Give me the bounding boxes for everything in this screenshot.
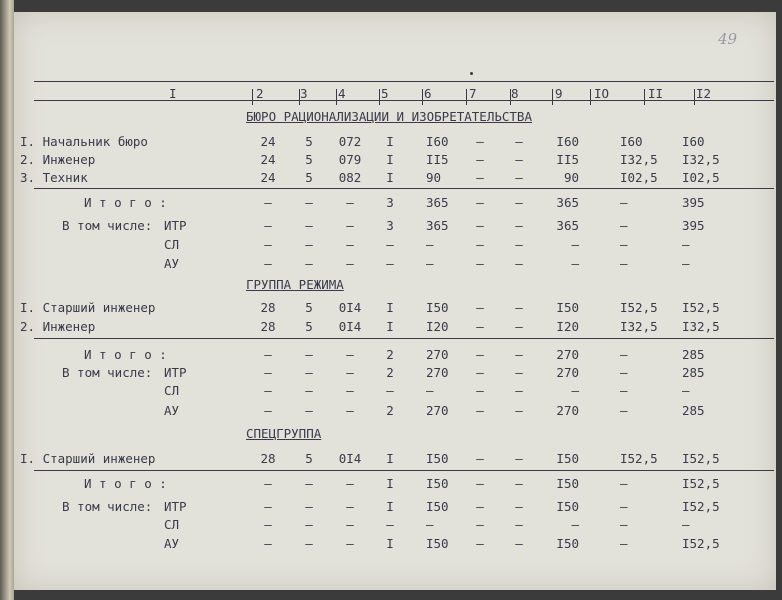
cell-c9: 270 <box>556 365 579 380</box>
cell-c7: – <box>476 256 484 271</box>
cell-c11: 395 <box>682 195 705 210</box>
subtotal-prefix: В том числе: <box>62 218 153 233</box>
column-header: 3 <box>300 86 308 101</box>
cell-c3: 5 <box>305 134 313 149</box>
cell-c7: – <box>476 347 484 362</box>
cell-c3: 5 <box>305 451 313 466</box>
cell-c4: 0I4 <box>338 319 362 334</box>
cell-c11: – <box>682 256 690 271</box>
cell-c4: – <box>346 536 354 551</box>
cell-c11: I52,5 <box>682 451 720 466</box>
row-name: I. Старший инженер <box>20 300 156 315</box>
cell-c9: I50 <box>556 476 579 491</box>
cell-c4: – <box>346 499 354 514</box>
subtotal-prefix: В том числе: <box>62 499 153 514</box>
cell-c6: I50 <box>426 476 449 491</box>
cell-c10: – <box>620 256 628 271</box>
cell-c2: – <box>264 256 272 271</box>
cell-c7: – <box>476 517 484 532</box>
cell-c8: – <box>515 300 523 315</box>
cell-c3: – <box>305 499 313 514</box>
total-label: ИТР <box>164 499 187 514</box>
cell-c10: I52,5 <box>620 451 658 466</box>
cell-c11: 285 <box>682 347 705 362</box>
cell-c7: – <box>476 170 484 185</box>
cell-c5: I <box>386 134 394 149</box>
total-label: СЛ <box>164 237 180 252</box>
column-header: I <box>169 86 177 101</box>
cell-c5: 3 <box>386 195 394 210</box>
cell-c10: I32,5 <box>620 152 658 167</box>
cell-c6: I50 <box>426 499 449 514</box>
cell-c7: – <box>476 403 484 418</box>
cell-c4: – <box>346 347 354 362</box>
cell-c2: – <box>264 403 272 418</box>
row-name: 2. Инженер <box>20 319 96 334</box>
cell-c3: 5 <box>305 170 313 185</box>
cell-c3: 5 <box>305 319 313 334</box>
cell-c6: I60 <box>426 134 449 149</box>
column-divider <box>590 89 591 105</box>
column-header: II <box>648 86 664 101</box>
cell-c5: I <box>386 476 394 491</box>
column-divider <box>644 89 645 105</box>
cell-c10: – <box>620 403 628 418</box>
section-rule <box>34 188 774 189</box>
cell-c2: – <box>264 365 272 380</box>
column-header: I2 <box>696 86 712 101</box>
section-title: СПЕЦГРУППА <box>246 426 322 441</box>
cell-c11: I52,5 <box>682 499 720 514</box>
cell-c8: – <box>515 517 523 532</box>
cell-c9: I50 <box>556 499 579 514</box>
cell-c5: I <box>386 319 394 334</box>
cell-c2: 24 <box>260 134 276 149</box>
total-label: ИТР <box>164 365 187 380</box>
cell-c6: II5 <box>426 152 449 167</box>
cell-c2: 24 <box>260 152 276 167</box>
cell-c7: – <box>476 152 484 167</box>
cell-c8: – <box>515 256 523 271</box>
page-number: 49 <box>718 30 738 48</box>
cell-c4: 0I4 <box>338 451 362 466</box>
cell-c4: – <box>346 237 354 252</box>
cell-c3: 5 <box>305 152 313 167</box>
cell-c8: – <box>515 536 523 551</box>
cell-c9: I60 <box>556 134 579 149</box>
cell-c8: – <box>515 347 523 362</box>
cell-c7: – <box>476 300 484 315</box>
cell-c9: – <box>571 237 579 252</box>
cell-c9: 270 <box>556 403 579 418</box>
cell-c11: – <box>682 237 690 252</box>
cell-c9: I20 <box>556 319 579 334</box>
binder-edge <box>0 0 14 600</box>
cell-c6: 270 <box>426 403 449 418</box>
row-name: I. Старший инженер <box>20 451 156 466</box>
cell-c5: 3 <box>386 218 394 233</box>
cell-c8: – <box>515 195 523 210</box>
cell-c9: – <box>571 256 579 271</box>
cell-c4: – <box>346 517 354 532</box>
total-label: АУ <box>164 536 180 551</box>
cell-c7: – <box>476 319 484 334</box>
cell-c11: – <box>682 383 690 398</box>
cell-c6: 365 <box>426 218 449 233</box>
cell-c3: – <box>305 365 313 380</box>
cell-c8: – <box>515 218 523 233</box>
cell-c2: – <box>264 218 272 233</box>
cell-c2: 28 <box>260 451 276 466</box>
cell-c7: – <box>476 237 484 252</box>
document-page <box>14 12 776 590</box>
cell-c3: – <box>305 517 313 532</box>
cell-c8: – <box>515 134 523 149</box>
cell-c5: – <box>386 237 394 252</box>
cell-c11: 395 <box>682 218 705 233</box>
cell-c9: I50 <box>556 536 579 551</box>
cell-c8: – <box>515 476 523 491</box>
ink-dot <box>470 72 473 75</box>
column-header: 4 <box>338 86 346 101</box>
cell-c2: 24 <box>260 170 276 185</box>
cell-c11: I52,5 <box>682 476 720 491</box>
cell-c6: 90 <box>426 170 442 185</box>
column-divider <box>694 89 695 105</box>
cell-c5: – <box>386 517 394 532</box>
total-label: АУ <box>164 256 180 271</box>
cell-c11: I52,5 <box>682 300 720 315</box>
section-title: БЮРО РАЦИОНАЛИЗАЦИИ И ИЗОБРЕТАТЕЛЬСТВА <box>246 109 532 124</box>
column-header: 8 <box>511 86 519 101</box>
cell-c10: – <box>620 365 628 380</box>
total-label: АУ <box>164 403 180 418</box>
cell-c8: – <box>515 383 523 398</box>
row-name: 3. Техник <box>20 170 88 185</box>
cell-c6: 270 <box>426 365 449 380</box>
row-name: I. Начальник бюро <box>20 134 148 149</box>
column-header: 7 <box>469 86 477 101</box>
cell-c3: – <box>305 476 313 491</box>
cell-c4: 072 <box>338 134 362 149</box>
cell-c2: 28 <box>260 300 276 315</box>
cell-c9: – <box>571 517 579 532</box>
cell-c6: 365 <box>426 195 449 210</box>
cell-c4: – <box>346 256 354 271</box>
cell-c2: – <box>264 517 272 532</box>
column-header: IO <box>594 86 610 101</box>
cell-c6: I50 <box>426 451 449 466</box>
cell-c11: I32,5 <box>682 319 720 334</box>
column-divider <box>422 89 423 105</box>
cell-c10: – <box>620 499 628 514</box>
column-divider <box>466 89 467 105</box>
cell-c8: – <box>515 451 523 466</box>
cell-c5: – <box>386 383 394 398</box>
column-header: 5 <box>381 86 389 101</box>
cell-c5: I <box>386 451 394 466</box>
cell-c7: – <box>476 218 484 233</box>
cell-c5: I <box>386 499 394 514</box>
cell-c10: – <box>620 536 628 551</box>
cell-c10: – <box>620 195 628 210</box>
cell-c4: – <box>346 218 354 233</box>
cell-c10: – <box>620 383 628 398</box>
cell-c8: – <box>515 499 523 514</box>
cell-c3: 5 <box>305 300 313 315</box>
cell-c5: I <box>386 300 394 315</box>
total-label: СЛ <box>164 383 180 398</box>
cell-c7: – <box>476 134 484 149</box>
cell-c9: II5 <box>556 152 579 167</box>
cell-c11: – <box>682 517 690 532</box>
cell-c6: – <box>426 237 434 252</box>
cell-c3: – <box>305 218 313 233</box>
section-title: ГРУППА РЕЖИМА <box>246 277 344 292</box>
column-divider <box>336 89 337 105</box>
column-divider <box>379 89 380 105</box>
cell-c6: – <box>426 256 434 271</box>
cell-c10: – <box>620 347 628 362</box>
cell-c9: I50 <box>556 300 579 315</box>
cell-c9: 365 <box>556 218 579 233</box>
cell-c6: I50 <box>426 300 449 315</box>
cell-c2: – <box>264 195 272 210</box>
cell-c6: – <box>426 517 434 532</box>
section-rule <box>34 338 774 339</box>
cell-c4: – <box>346 403 354 418</box>
cell-c5: 2 <box>386 403 394 418</box>
cell-c7: – <box>476 476 484 491</box>
cell-c11: I02,5 <box>682 170 720 185</box>
cell-c7: – <box>476 499 484 514</box>
cell-c9: I50 <box>556 451 579 466</box>
row-name: 2. Инженер <box>20 152 96 167</box>
cell-c10: I32,5 <box>620 319 658 334</box>
cell-c9: 90 <box>563 170 579 185</box>
cell-c8: – <box>515 152 523 167</box>
cell-c4: – <box>346 195 354 210</box>
cell-c2: – <box>264 237 272 252</box>
cell-c11: I52,5 <box>682 536 720 551</box>
cell-c10: – <box>620 218 628 233</box>
cell-c10: I60 <box>620 134 643 149</box>
cell-c10: I52,5 <box>620 300 658 315</box>
cell-c3: – <box>305 383 313 398</box>
cell-c2: 28 <box>260 319 276 334</box>
cell-c6: I50 <box>426 536 449 551</box>
cell-c3: – <box>305 347 313 362</box>
header-top-rule <box>34 81 774 82</box>
cell-c8: – <box>515 365 523 380</box>
cell-c10: – <box>620 517 628 532</box>
cell-c8: – <box>515 237 523 252</box>
total-label: И т о г о : <box>84 476 167 491</box>
cell-c9: 270 <box>556 347 579 362</box>
cell-c11: I60 <box>682 134 705 149</box>
section-rule <box>34 470 774 471</box>
column-header: 9 <box>555 86 563 101</box>
cell-c10: – <box>620 476 628 491</box>
cell-c7: – <box>476 536 484 551</box>
total-label: ИТР <box>164 218 187 233</box>
cell-c2: – <box>264 536 272 551</box>
cell-c7: – <box>476 365 484 380</box>
column-header: 2 <box>256 86 264 101</box>
cell-c5: 2 <box>386 347 394 362</box>
cell-c10: – <box>620 237 628 252</box>
cell-c3: – <box>305 195 313 210</box>
total-label: СЛ <box>164 517 180 532</box>
cell-c9: 365 <box>556 195 579 210</box>
cell-c4: 082 <box>338 170 362 185</box>
total-label: И т о г о : <box>84 195 167 210</box>
column-divider <box>552 89 553 105</box>
cell-c8: – <box>515 319 523 334</box>
cell-c5: I <box>386 170 394 185</box>
cell-c5: 2 <box>386 365 394 380</box>
cell-c4: – <box>346 365 354 380</box>
cell-c2: – <box>264 347 272 362</box>
cell-c8: – <box>515 403 523 418</box>
subtotal-prefix: В том числе: <box>62 365 153 380</box>
cell-c2: – <box>264 499 272 514</box>
cell-c7: – <box>476 451 484 466</box>
column-divider <box>252 89 253 105</box>
cell-c6: I20 <box>426 319 449 334</box>
cell-c5: – <box>386 256 394 271</box>
cell-c10: I02,5 <box>620 170 658 185</box>
cell-c9: – <box>571 383 579 398</box>
cell-c8: – <box>515 170 523 185</box>
cell-c4: 0I4 <box>338 300 362 315</box>
cell-c11: I32,5 <box>682 152 720 167</box>
cell-c4: – <box>346 476 354 491</box>
cell-c7: – <box>476 383 484 398</box>
cell-c3: – <box>305 256 313 271</box>
cell-c5: I <box>386 152 394 167</box>
total-label: И т о г о : <box>84 347 167 362</box>
cell-c3: – <box>305 237 313 252</box>
cell-c6: 270 <box>426 347 449 362</box>
cell-c2: – <box>264 476 272 491</box>
cell-c7: – <box>476 195 484 210</box>
cell-c2: – <box>264 383 272 398</box>
cell-c11: 285 <box>682 403 705 418</box>
cell-c6: – <box>426 383 434 398</box>
cell-c4: 079 <box>338 152 362 167</box>
cell-c3: – <box>305 536 313 551</box>
cell-c11: 285 <box>682 365 705 380</box>
cell-c4: – <box>346 383 354 398</box>
cell-c5: I <box>386 536 394 551</box>
cell-c3: – <box>305 403 313 418</box>
column-header: 6 <box>424 86 432 101</box>
